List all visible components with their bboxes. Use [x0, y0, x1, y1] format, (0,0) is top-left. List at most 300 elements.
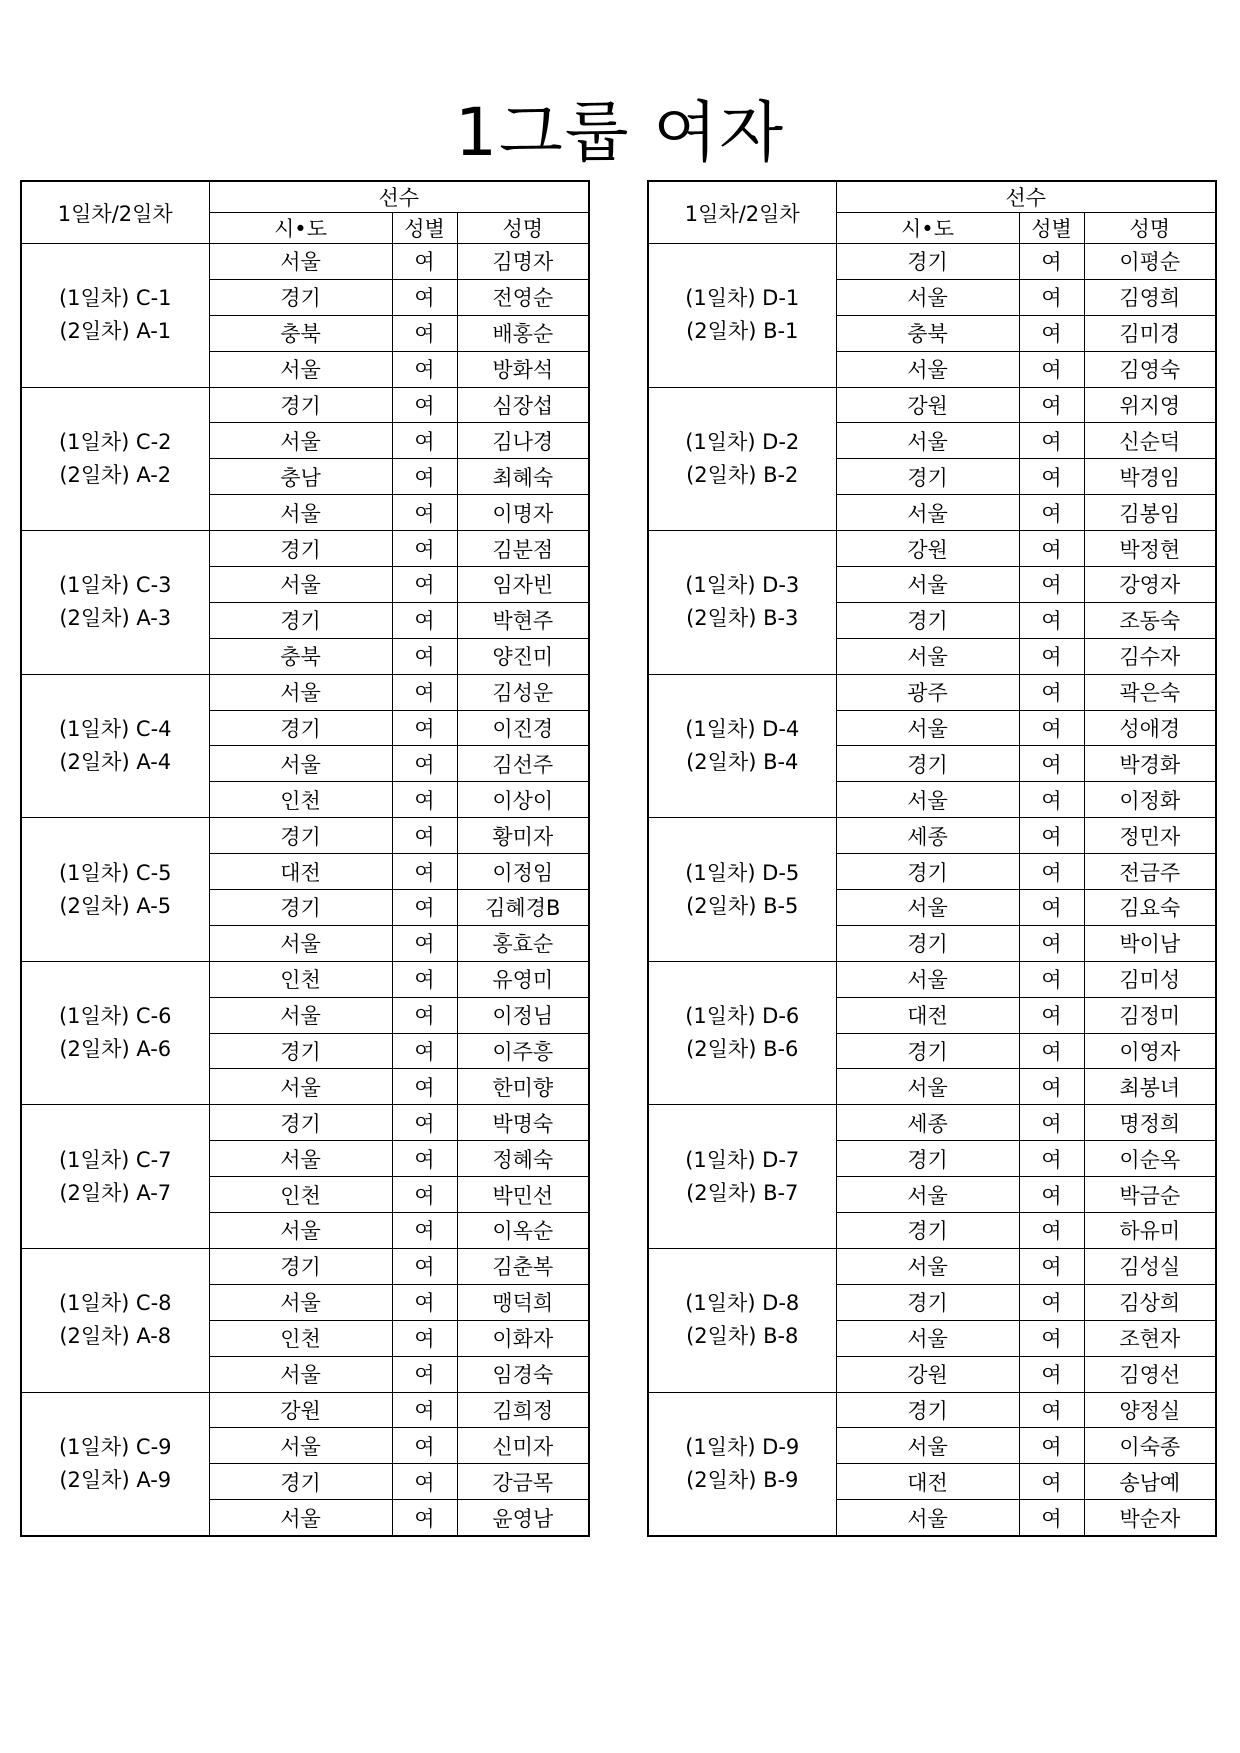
- player-gender: 여: [392, 1213, 457, 1249]
- player-region: 서울: [209, 567, 392, 603]
- player-name: 위지영: [1084, 387, 1216, 423]
- player-gender: 여: [1019, 351, 1084, 387]
- group-day1-label: (1일차) D-1: [685, 286, 800, 311]
- player-name: 박이남: [1084, 925, 1216, 961]
- player-gender: 여: [392, 315, 457, 351]
- player-gender: 여: [1019, 890, 1084, 926]
- player-gender: 여: [392, 1141, 457, 1177]
- player-name: 이영자: [1084, 1033, 1216, 1069]
- player-gender: 여: [1019, 387, 1084, 423]
- player-row: [648, 387, 1216, 423]
- player-region: 서울: [836, 567, 1019, 603]
- player-name: 김혜경B: [457, 890, 589, 926]
- group-cell: [648, 1105, 836, 1249]
- player-region: 경기: [209, 890, 392, 926]
- player-region: 강원: [836, 531, 1019, 567]
- player-region: 서울: [209, 423, 392, 459]
- player-gender: 여: [392, 1464, 457, 1500]
- group-day1-label: (1일차) C-7: [58, 1147, 172, 1172]
- player-row: [21, 674, 589, 710]
- player-name: 황미자: [457, 818, 589, 854]
- player-gender: 여: [1019, 495, 1084, 531]
- player-gender: 여: [392, 782, 457, 818]
- roster-body-right: [648, 181, 1216, 1536]
- player-gender: 여: [392, 1284, 457, 1320]
- player-name: 김미경: [1084, 315, 1216, 351]
- player-region: 경기: [209, 602, 392, 638]
- player-name: 성애경: [1084, 710, 1216, 746]
- player-region: 경기: [836, 1284, 1019, 1320]
- player-name: 신미자: [457, 1428, 589, 1464]
- player-name: 김요숙: [1084, 890, 1216, 926]
- group-day2-label: (2일차) A-4: [59, 749, 172, 774]
- group-cell: [21, 244, 209, 388]
- player-gender: 여: [1019, 710, 1084, 746]
- group-day1-label: (1일차) C-1: [58, 286, 172, 311]
- player-name: 박명숙: [457, 1105, 589, 1141]
- player-gender: 여: [1019, 997, 1084, 1033]
- player-name: 김희정: [457, 1392, 589, 1428]
- player-name: 김분점: [457, 531, 589, 567]
- group-day2-label: (2일차) A-2: [59, 462, 172, 487]
- group-day1-label: (1일차) D-4: [685, 716, 800, 741]
- player-gender: 여: [392, 961, 457, 997]
- group-cell: [21, 818, 209, 962]
- player-gender: 여: [392, 602, 457, 638]
- player-region: 경기: [836, 1033, 1019, 1069]
- player-region: 인천: [209, 961, 392, 997]
- group-day2-label: (2일차) A-3: [59, 606, 172, 631]
- group-day1-label: (1일차) D-8: [685, 1291, 800, 1316]
- group-day1-label: (1일차) D-2: [685, 429, 800, 454]
- player-name: 양정실: [1084, 1392, 1216, 1428]
- group-cell: [648, 1248, 836, 1392]
- player-gender: 여: [392, 997, 457, 1033]
- player-region: 충북: [836, 315, 1019, 351]
- player-gender: 여: [392, 1356, 457, 1392]
- player-row: [21, 244, 589, 280]
- player-name: 이주흥: [457, 1033, 589, 1069]
- player-region: 세종: [836, 818, 1019, 854]
- players-header: 선수: [836, 181, 1216, 213]
- player-name: 이평순: [1084, 244, 1216, 280]
- player-name: 김영희: [1084, 279, 1216, 315]
- player-region: 경기: [209, 531, 392, 567]
- player-name: 배홍순: [457, 315, 589, 351]
- player-name: 이순옥: [1084, 1141, 1216, 1177]
- player-gender: 여: [392, 1500, 457, 1536]
- player-region: 대전: [836, 997, 1019, 1033]
- player-region: 서울: [836, 1320, 1019, 1356]
- player-name: 김봉임: [1084, 495, 1216, 531]
- player-region: 충북: [209, 638, 392, 674]
- group-cell: [21, 1392, 209, 1536]
- player-gender: 여: [1019, 244, 1084, 280]
- player-region: 경기: [209, 1464, 392, 1500]
- player-region: 서울: [209, 925, 392, 961]
- player-name: 이명자: [457, 495, 589, 531]
- group-day1-label: (1일차) C-9: [58, 1434, 172, 1459]
- group-day2-label: (2일차) A-9: [59, 1467, 172, 1492]
- player-gender: 여: [392, 531, 457, 567]
- player-name: 유영미: [457, 961, 589, 997]
- region-header: 시•도: [836, 213, 1019, 244]
- player-name: 강금목: [457, 1464, 589, 1500]
- player-gender: 여: [392, 1177, 457, 1213]
- player-gender: 여: [1019, 315, 1084, 351]
- group-day2-label: (2일차) B-2: [686, 462, 799, 487]
- group-cell: [21, 674, 209, 818]
- gender-header: 성별: [1019, 213, 1084, 244]
- player-name: 김성실: [1084, 1248, 1216, 1284]
- player-gender: 여: [392, 710, 457, 746]
- group-day2-label: (2일차) B-8: [686, 1324, 799, 1349]
- player-gender: 여: [1019, 1500, 1084, 1536]
- player-gender: 여: [1019, 746, 1084, 782]
- gender-header: 성별: [392, 213, 457, 244]
- player-gender: 여: [392, 746, 457, 782]
- player-name: 이숙종: [1084, 1428, 1216, 1464]
- player-region: 세종: [836, 1105, 1019, 1141]
- player-gender: 여: [392, 1069, 457, 1105]
- region-header: 시•도: [209, 213, 392, 244]
- group-cell: [21, 1248, 209, 1392]
- group-day2-label: (2일차) A-7: [59, 1180, 172, 1205]
- player-region: 서울: [836, 782, 1019, 818]
- player-gender: 여: [1019, 961, 1084, 997]
- player-region: 서울: [209, 1069, 392, 1105]
- player-gender: 여: [1019, 423, 1084, 459]
- player-gender: 여: [1019, 279, 1084, 315]
- player-region: 서울: [836, 1177, 1019, 1213]
- group-cell: [648, 244, 836, 388]
- player-row: [21, 818, 589, 854]
- player-gender: 여: [1019, 782, 1084, 818]
- player-name: 윤영남: [457, 1500, 589, 1536]
- player-gender: 여: [1019, 1105, 1084, 1141]
- player-gender: 여: [392, 423, 457, 459]
- player-name: 방화석: [457, 351, 589, 387]
- player-name: 이옥순: [457, 1213, 589, 1249]
- group-cell: [648, 961, 836, 1105]
- group-day2-label: (2일차) A-8: [59, 1324, 172, 1349]
- player-name: 이정님: [457, 997, 589, 1033]
- player-name: 최봉녀: [1084, 1069, 1216, 1105]
- player-region: 경기: [836, 244, 1019, 280]
- player-name: 김나경: [457, 423, 589, 459]
- player-name: 임경숙: [457, 1356, 589, 1392]
- player-region: 서울: [836, 351, 1019, 387]
- group-cell: [648, 818, 836, 962]
- group-day1-label: (1일차) D-9: [685, 1434, 800, 1459]
- player-gender: 여: [392, 459, 457, 495]
- player-region: 경기: [836, 1213, 1019, 1249]
- player-name: 김선주: [457, 746, 589, 782]
- player-region: 인천: [209, 1320, 392, 1356]
- player-region: 서울: [209, 1284, 392, 1320]
- player-name: 정민자: [1084, 818, 1216, 854]
- player-gender: 여: [1019, 1033, 1084, 1069]
- player-region: 경기: [836, 854, 1019, 890]
- player-row: [648, 531, 1216, 567]
- day-column-header: 1일차/2일차: [21, 181, 209, 244]
- group-day1-label: (1일차) D-5: [685, 860, 800, 885]
- player-name: 박민선: [457, 1177, 589, 1213]
- player-gender: 여: [392, 925, 457, 961]
- player-gender: 여: [1019, 567, 1084, 603]
- player-gender: 여: [1019, 1392, 1084, 1428]
- player-name: 전영순: [457, 279, 589, 315]
- player-gender: 여: [392, 1033, 457, 1069]
- player-region: 서울: [209, 1213, 392, 1249]
- player-region: 서울: [209, 1428, 392, 1464]
- group-day2-label: (2일차) B-1: [686, 319, 799, 344]
- group-cell: [21, 387, 209, 531]
- player-region: 인천: [209, 1177, 392, 1213]
- player-name: 박경화: [1084, 746, 1216, 782]
- group-day1-label: (1일차) C-6: [58, 1004, 172, 1029]
- player-name: 이진경: [457, 710, 589, 746]
- player-region: 서울: [209, 1500, 392, 1536]
- player-gender: 여: [392, 244, 457, 280]
- player-gender: 여: [392, 1392, 457, 1428]
- group-day2-label: (2일차) B-7: [686, 1180, 799, 1205]
- player-region: 경기: [209, 1033, 392, 1069]
- player-gender: 여: [1019, 1213, 1084, 1249]
- player-name: 박금순: [1084, 1177, 1216, 1213]
- player-name: 최혜숙: [457, 459, 589, 495]
- player-gender: 여: [392, 1105, 457, 1141]
- group-day1-label: (1일차) D-6: [685, 1004, 800, 1029]
- player-row: [21, 387, 589, 423]
- page-title: 1그룹 여자: [455, 94, 785, 171]
- player-name: 송남예: [1084, 1464, 1216, 1500]
- player-name: 박경임: [1084, 459, 1216, 495]
- player-gender: 여: [392, 1428, 457, 1464]
- player-region: 강원: [836, 1356, 1019, 1392]
- player-row: [21, 1392, 589, 1428]
- group-day2-label: (2일차) A-5: [59, 893, 172, 918]
- player-name: 신순덕: [1084, 423, 1216, 459]
- player-name: 홍효순: [457, 925, 589, 961]
- group-day1-label: (1일차) C-8: [58, 1291, 172, 1316]
- player-row: [21, 1105, 589, 1141]
- player-name: 양진미: [457, 638, 589, 674]
- player-gender: 여: [1019, 925, 1084, 961]
- player-row: [21, 531, 589, 567]
- player-region: 경기: [836, 925, 1019, 961]
- player-region: 경기: [836, 1392, 1019, 1428]
- player-name: 김상희: [1084, 1284, 1216, 1320]
- player-name: 명정희: [1084, 1105, 1216, 1141]
- player-region: 서울: [209, 351, 392, 387]
- player-gender: 여: [1019, 1356, 1084, 1392]
- player-row: [21, 961, 589, 997]
- group-day2-label: (2일차) A-6: [59, 1037, 172, 1062]
- player-gender: 여: [1019, 459, 1084, 495]
- player-gender: 여: [392, 495, 457, 531]
- player-region: 서울: [836, 423, 1019, 459]
- player-name: 강영자: [1084, 567, 1216, 603]
- player-region: 충남: [209, 459, 392, 495]
- player-region: 대전: [209, 854, 392, 890]
- player-region: 서울: [209, 1356, 392, 1392]
- player-region: 서울: [836, 890, 1019, 926]
- group-cell: [648, 387, 836, 531]
- group-day2-label: (2일차) B-6: [686, 1037, 799, 1062]
- name-header: 성명: [457, 213, 589, 244]
- player-gender: 여: [1019, 1464, 1084, 1500]
- roster-table-left: [20, 180, 590, 1537]
- player-region: 서울: [209, 1141, 392, 1177]
- player-region: 강원: [836, 387, 1019, 423]
- group-day2-label: (2일차) A-1: [59, 319, 172, 344]
- player-region: 서울: [209, 495, 392, 531]
- player-gender: 여: [392, 818, 457, 854]
- group-day2-label: (2일차) B-4: [686, 749, 799, 774]
- player-gender: 여: [392, 279, 457, 315]
- player-region: 경기: [209, 1105, 392, 1141]
- player-name: 정혜숙: [457, 1141, 589, 1177]
- player-name: 임자빈: [457, 567, 589, 603]
- player-name: 이정임: [457, 854, 589, 890]
- group-cell: [648, 1392, 836, 1536]
- player-name: 김영선: [1084, 1356, 1216, 1392]
- group-day2-label: (2일차) B-9: [686, 1467, 799, 1492]
- player-gender: 여: [392, 1248, 457, 1284]
- player-region: 서울: [209, 746, 392, 782]
- roster-table-right: [647, 180, 1217, 1537]
- player-region: 충북: [209, 315, 392, 351]
- player-region: 광주: [836, 674, 1019, 710]
- player-row: [21, 1248, 589, 1284]
- player-name: 김춘복: [457, 1248, 589, 1284]
- player-row: [648, 1105, 1216, 1141]
- player-name: 한미향: [457, 1069, 589, 1105]
- player-name: 곽은숙: [1084, 674, 1216, 710]
- player-region: 경기: [209, 279, 392, 315]
- player-region: 서울: [836, 710, 1019, 746]
- player-region: 서울: [209, 244, 392, 280]
- player-gender: 여: [392, 674, 457, 710]
- player-row: [648, 1392, 1216, 1428]
- player-name: 전금주: [1084, 854, 1216, 890]
- player-region: 서울: [836, 1500, 1019, 1536]
- player-region: 서울: [836, 1428, 1019, 1464]
- player-region: 경기: [836, 746, 1019, 782]
- player-gender: 여: [1019, 602, 1084, 638]
- player-gender: 여: [1019, 1177, 1084, 1213]
- player-name: 조동숙: [1084, 602, 1216, 638]
- player-region: 경기: [836, 602, 1019, 638]
- player-region: 서울: [209, 674, 392, 710]
- player-gender: 여: [392, 1320, 457, 1356]
- player-gender: 여: [1019, 638, 1084, 674]
- player-region: 서울: [836, 1069, 1019, 1105]
- group-day1-label: (1일차) C-3: [58, 573, 172, 598]
- player-region: 대전: [836, 1464, 1019, 1500]
- player-gender: 여: [392, 387, 457, 423]
- roster-body-left: [21, 181, 589, 1536]
- player-region: 경기: [836, 459, 1019, 495]
- player-name: 김명자: [457, 244, 589, 280]
- player-name: 이상이: [457, 782, 589, 818]
- player-name: 이화자: [457, 1320, 589, 1356]
- group-day2-label: (2일차) B-5: [686, 893, 799, 918]
- group-day2-label: (2일차) B-3: [686, 606, 799, 631]
- player-region: 경기: [209, 710, 392, 746]
- player-name: 맹덕희: [457, 1284, 589, 1320]
- player-gender: 여: [1019, 1428, 1084, 1464]
- player-name: 하유미: [1084, 1213, 1216, 1249]
- group-cell: [648, 531, 836, 675]
- group-cell: [648, 674, 836, 818]
- player-region: 서울: [836, 279, 1019, 315]
- player-region: 경기: [209, 818, 392, 854]
- name-header: 성명: [1084, 213, 1216, 244]
- player-name: 김성운: [457, 674, 589, 710]
- player-row: [648, 674, 1216, 710]
- player-gender: 여: [1019, 1284, 1084, 1320]
- player-gender: 여: [392, 567, 457, 603]
- player-region: 경기: [209, 387, 392, 423]
- player-row: [648, 1248, 1216, 1284]
- player-name: 김수자: [1084, 638, 1216, 674]
- player-gender: 여: [392, 351, 457, 387]
- player-name: 조현자: [1084, 1320, 1216, 1356]
- player-row: [648, 961, 1216, 997]
- player-region: 강원: [209, 1392, 392, 1428]
- player-region: 서울: [836, 961, 1019, 997]
- group-cell: [21, 531, 209, 675]
- player-name: 심장섭: [457, 387, 589, 423]
- player-region: 서울: [836, 495, 1019, 531]
- player-gender: 여: [1019, 674, 1084, 710]
- player-row: [648, 244, 1216, 280]
- player-row: [648, 818, 1216, 854]
- player-gender: 여: [1019, 531, 1084, 567]
- players-header: 선수: [209, 181, 589, 213]
- group-day1-label: (1일차) D-7: [685, 1147, 800, 1172]
- player-name: 박현주: [457, 602, 589, 638]
- player-region: 인천: [209, 782, 392, 818]
- player-region: 서울: [836, 1248, 1019, 1284]
- group-day1-label: (1일차) D-3: [685, 573, 800, 598]
- player-gender: 여: [392, 638, 457, 674]
- player-name: 김영숙: [1084, 351, 1216, 387]
- player-region: 서울: [209, 997, 392, 1033]
- player-gender: 여: [392, 890, 457, 926]
- player-name: 이정화: [1084, 782, 1216, 818]
- player-gender: 여: [392, 854, 457, 890]
- day-column-header: 1일차/2일차: [648, 181, 836, 244]
- player-name: 김정미: [1084, 997, 1216, 1033]
- group-day1-label: (1일차) C-4: [58, 716, 172, 741]
- player-name: 김미성: [1084, 961, 1216, 997]
- player-name: 박순자: [1084, 1500, 1216, 1536]
- player-region: 경기: [836, 1141, 1019, 1177]
- player-region: 경기: [209, 1248, 392, 1284]
- group-cell: [21, 1105, 209, 1249]
- group-day1-label: (1일차) C-5: [58, 860, 172, 885]
- player-gender: 여: [1019, 1069, 1084, 1105]
- player-gender: 여: [1019, 1141, 1084, 1177]
- player-region: 서울: [836, 638, 1019, 674]
- player-gender: 여: [1019, 818, 1084, 854]
- player-gender: 여: [1019, 1248, 1084, 1284]
- player-gender: 여: [1019, 854, 1084, 890]
- player-name: 박정현: [1084, 531, 1216, 567]
